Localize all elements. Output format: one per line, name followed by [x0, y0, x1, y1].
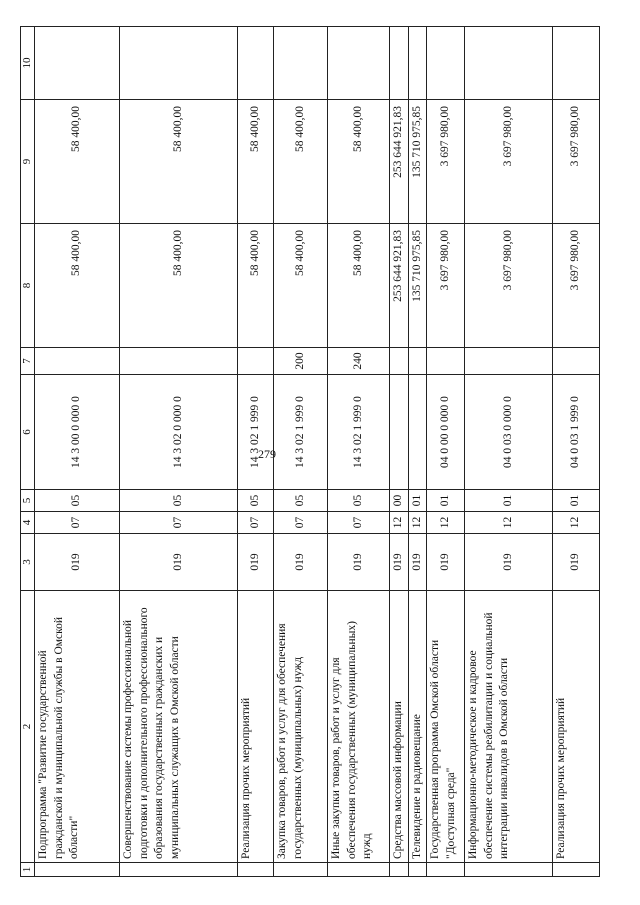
cell-type [120, 348, 238, 375]
cell-amount: 253 644 921,83 [390, 224, 409, 348]
cell-extra [120, 27, 238, 100]
column-header: 9 [21, 100, 35, 224]
cell-type [427, 348, 465, 375]
cell-admin: 019 [465, 534, 553, 591]
cell-num [328, 863, 390, 877]
cell-target: 04 0 00 0 000 0 [427, 375, 465, 490]
cell-amount: 3 697 980,00 [427, 100, 465, 224]
column-header: 8 [21, 224, 35, 348]
table-row [553, 27, 600, 877]
cell-amount: 3 697 980,00 [465, 100, 553, 224]
cell-target: 14 3 02 1 999 0 [238, 375, 274, 490]
cell-target [390, 375, 409, 490]
cell-amount: 58 400,00 [238, 100, 274, 224]
cell-type [35, 348, 120, 375]
cell-amount: 58 400,00 [274, 224, 328, 348]
cell-extra [238, 27, 274, 100]
cell-num [465, 863, 553, 877]
cell-type [408, 348, 427, 375]
table-row [328, 27, 390, 877]
table-row [427, 27, 465, 877]
cell-name: Государственная программа Омской области "Доступная среда" [427, 591, 465, 863]
cell-admin: 019 [408, 534, 427, 591]
cell-section: 12 [408, 512, 427, 534]
cell-section: 07 [328, 512, 390, 534]
cell-section: 12 [427, 512, 465, 534]
column-header: 1 [21, 863, 35, 877]
cell-subsection: 05 [238, 490, 274, 512]
table-row [35, 27, 120, 877]
cell-name: Закупка товаров, работ и услуг для обеспечения государственных (муниципальных) нужд [274, 591, 328, 863]
cell-amount: 135 710 975,85 [408, 224, 427, 348]
cell-extra [408, 27, 427, 100]
cell-subsection: 01 [427, 490, 465, 512]
cell-name: Средства массовой информации [390, 591, 409, 863]
cell-admin: 019 [120, 534, 238, 591]
cell-section: 07 [120, 512, 238, 534]
column-header: 10 [21, 27, 35, 100]
cell-amount: 58 400,00 [328, 100, 390, 224]
cell-extra [35, 27, 120, 100]
cell-amount: 253 644 921,83 [390, 100, 409, 224]
cell-admin: 019 [274, 534, 328, 591]
cell-type: 200 [274, 348, 328, 375]
cell-amount: 58 400,00 [328, 224, 390, 348]
cell-admin: 019 [238, 534, 274, 591]
cell-subsection: 00 [390, 490, 409, 512]
column-header: 7 [21, 348, 35, 375]
cell-target: 14 3 02 1 999 0 [274, 375, 328, 490]
cell-extra [427, 27, 465, 100]
cell-num [408, 863, 427, 877]
page-number: 279 [258, 447, 276, 461]
cell-type: 240 [328, 348, 390, 375]
cell-num [238, 863, 274, 877]
cell-admin: 019 [427, 534, 465, 591]
cell-subsection: 01 [465, 490, 553, 512]
cell-name: Реализация прочих мероприятий [553, 591, 600, 863]
table-row [465, 27, 553, 877]
cell-admin: 019 [328, 534, 390, 591]
cell-section: 07 [274, 512, 328, 534]
cell-subsection: 05 [274, 490, 328, 512]
cell-extra [553, 27, 600, 100]
cell-amount: 58 400,00 [120, 224, 238, 348]
cell-type [553, 348, 600, 375]
table-row [238, 27, 274, 877]
cell-amount: 3 697 980,00 [465, 224, 553, 348]
cell-amount: 135 710 975,85 [408, 100, 427, 224]
cell-name: Информационно-методическое и кадровое обеспечение системы реабилитации и социальной интеграции инвалидов в Омской области [465, 591, 553, 863]
cell-section: 07 [35, 512, 120, 534]
cell-type [238, 348, 274, 375]
cell-subsection: 05 [120, 490, 238, 512]
cell-num [274, 863, 328, 877]
column-header: 6 [21, 375, 35, 490]
cell-subsection: 05 [35, 490, 120, 512]
cell-section: 12 [390, 512, 409, 534]
budget-table [20, 26, 600, 877]
table-row [274, 27, 328, 877]
cell-name: Телевидение и радиовещание [408, 591, 427, 863]
cell-num [120, 863, 238, 877]
column-header: 4 [21, 512, 35, 534]
column-header: 5 [21, 490, 35, 512]
cell-section: 12 [553, 512, 600, 534]
cell-extra [328, 27, 390, 100]
cell-type [390, 348, 409, 375]
cell-extra [274, 27, 328, 100]
cell-num [427, 863, 465, 877]
cell-admin: 019 [35, 534, 120, 591]
cell-admin: 019 [553, 534, 600, 591]
cell-subsection: 05 [328, 490, 390, 512]
cell-amount: 58 400,00 [238, 224, 274, 348]
cell-target: 04 0 03 1 999 0 [553, 375, 600, 490]
cell-target [408, 375, 427, 490]
cell-subsection: 01 [553, 490, 600, 512]
cell-name: Иные закупки товаров, работ и услуг для обеспечения государственных (муниципальных) нужд [328, 591, 390, 863]
table-row [120, 27, 238, 877]
cell-admin: 019 [390, 534, 409, 591]
table-row [390, 27, 409, 877]
table-row [408, 27, 427, 877]
cell-amount: 58 400,00 [35, 100, 120, 224]
column-header: 3 [21, 534, 35, 591]
cell-name: Совершенствование системы профессиональной подготовки и дополнительного профессионального образования государственных гражданских и муниципальных служащих в Омской области [120, 591, 238, 863]
rotated-table-wrapper [20, 27, 620, 877]
cell-amount: 3 697 980,00 [427, 224, 465, 348]
cell-amount: 58 400,00 [35, 224, 120, 348]
cell-num [553, 863, 600, 877]
cell-amount: 58 400,00 [274, 100, 328, 224]
cell-name: Реализация прочих мероприятий [238, 591, 274, 863]
cell-amount: 58 400,00 [120, 100, 238, 224]
cell-section: 12 [465, 512, 553, 534]
cell-subsection: 01 [408, 490, 427, 512]
cell-target: 14 3 02 0 000 0 [120, 375, 238, 490]
column-header: 2 [21, 591, 35, 863]
cell-target: 14 3 02 1 999 0 [328, 375, 390, 490]
cell-type [465, 348, 553, 375]
cell-amount: 3 697 980,00 [553, 100, 600, 224]
cell-extra [465, 27, 553, 100]
cell-section: 07 [238, 512, 274, 534]
cell-target: 04 0 03 0 000 0 [465, 375, 553, 490]
cell-name: Подпрограмма "Развитие государственной гражданской и муниципальной службы в Омской области" [35, 591, 120, 863]
header-row [21, 27, 35, 877]
cell-target: 14 3 00 0 000 0 [35, 375, 120, 490]
cell-extra [390, 27, 409, 100]
cell-amount: 3 697 980,00 [553, 224, 600, 348]
cell-num [35, 863, 120, 877]
cell-num [390, 863, 409, 877]
